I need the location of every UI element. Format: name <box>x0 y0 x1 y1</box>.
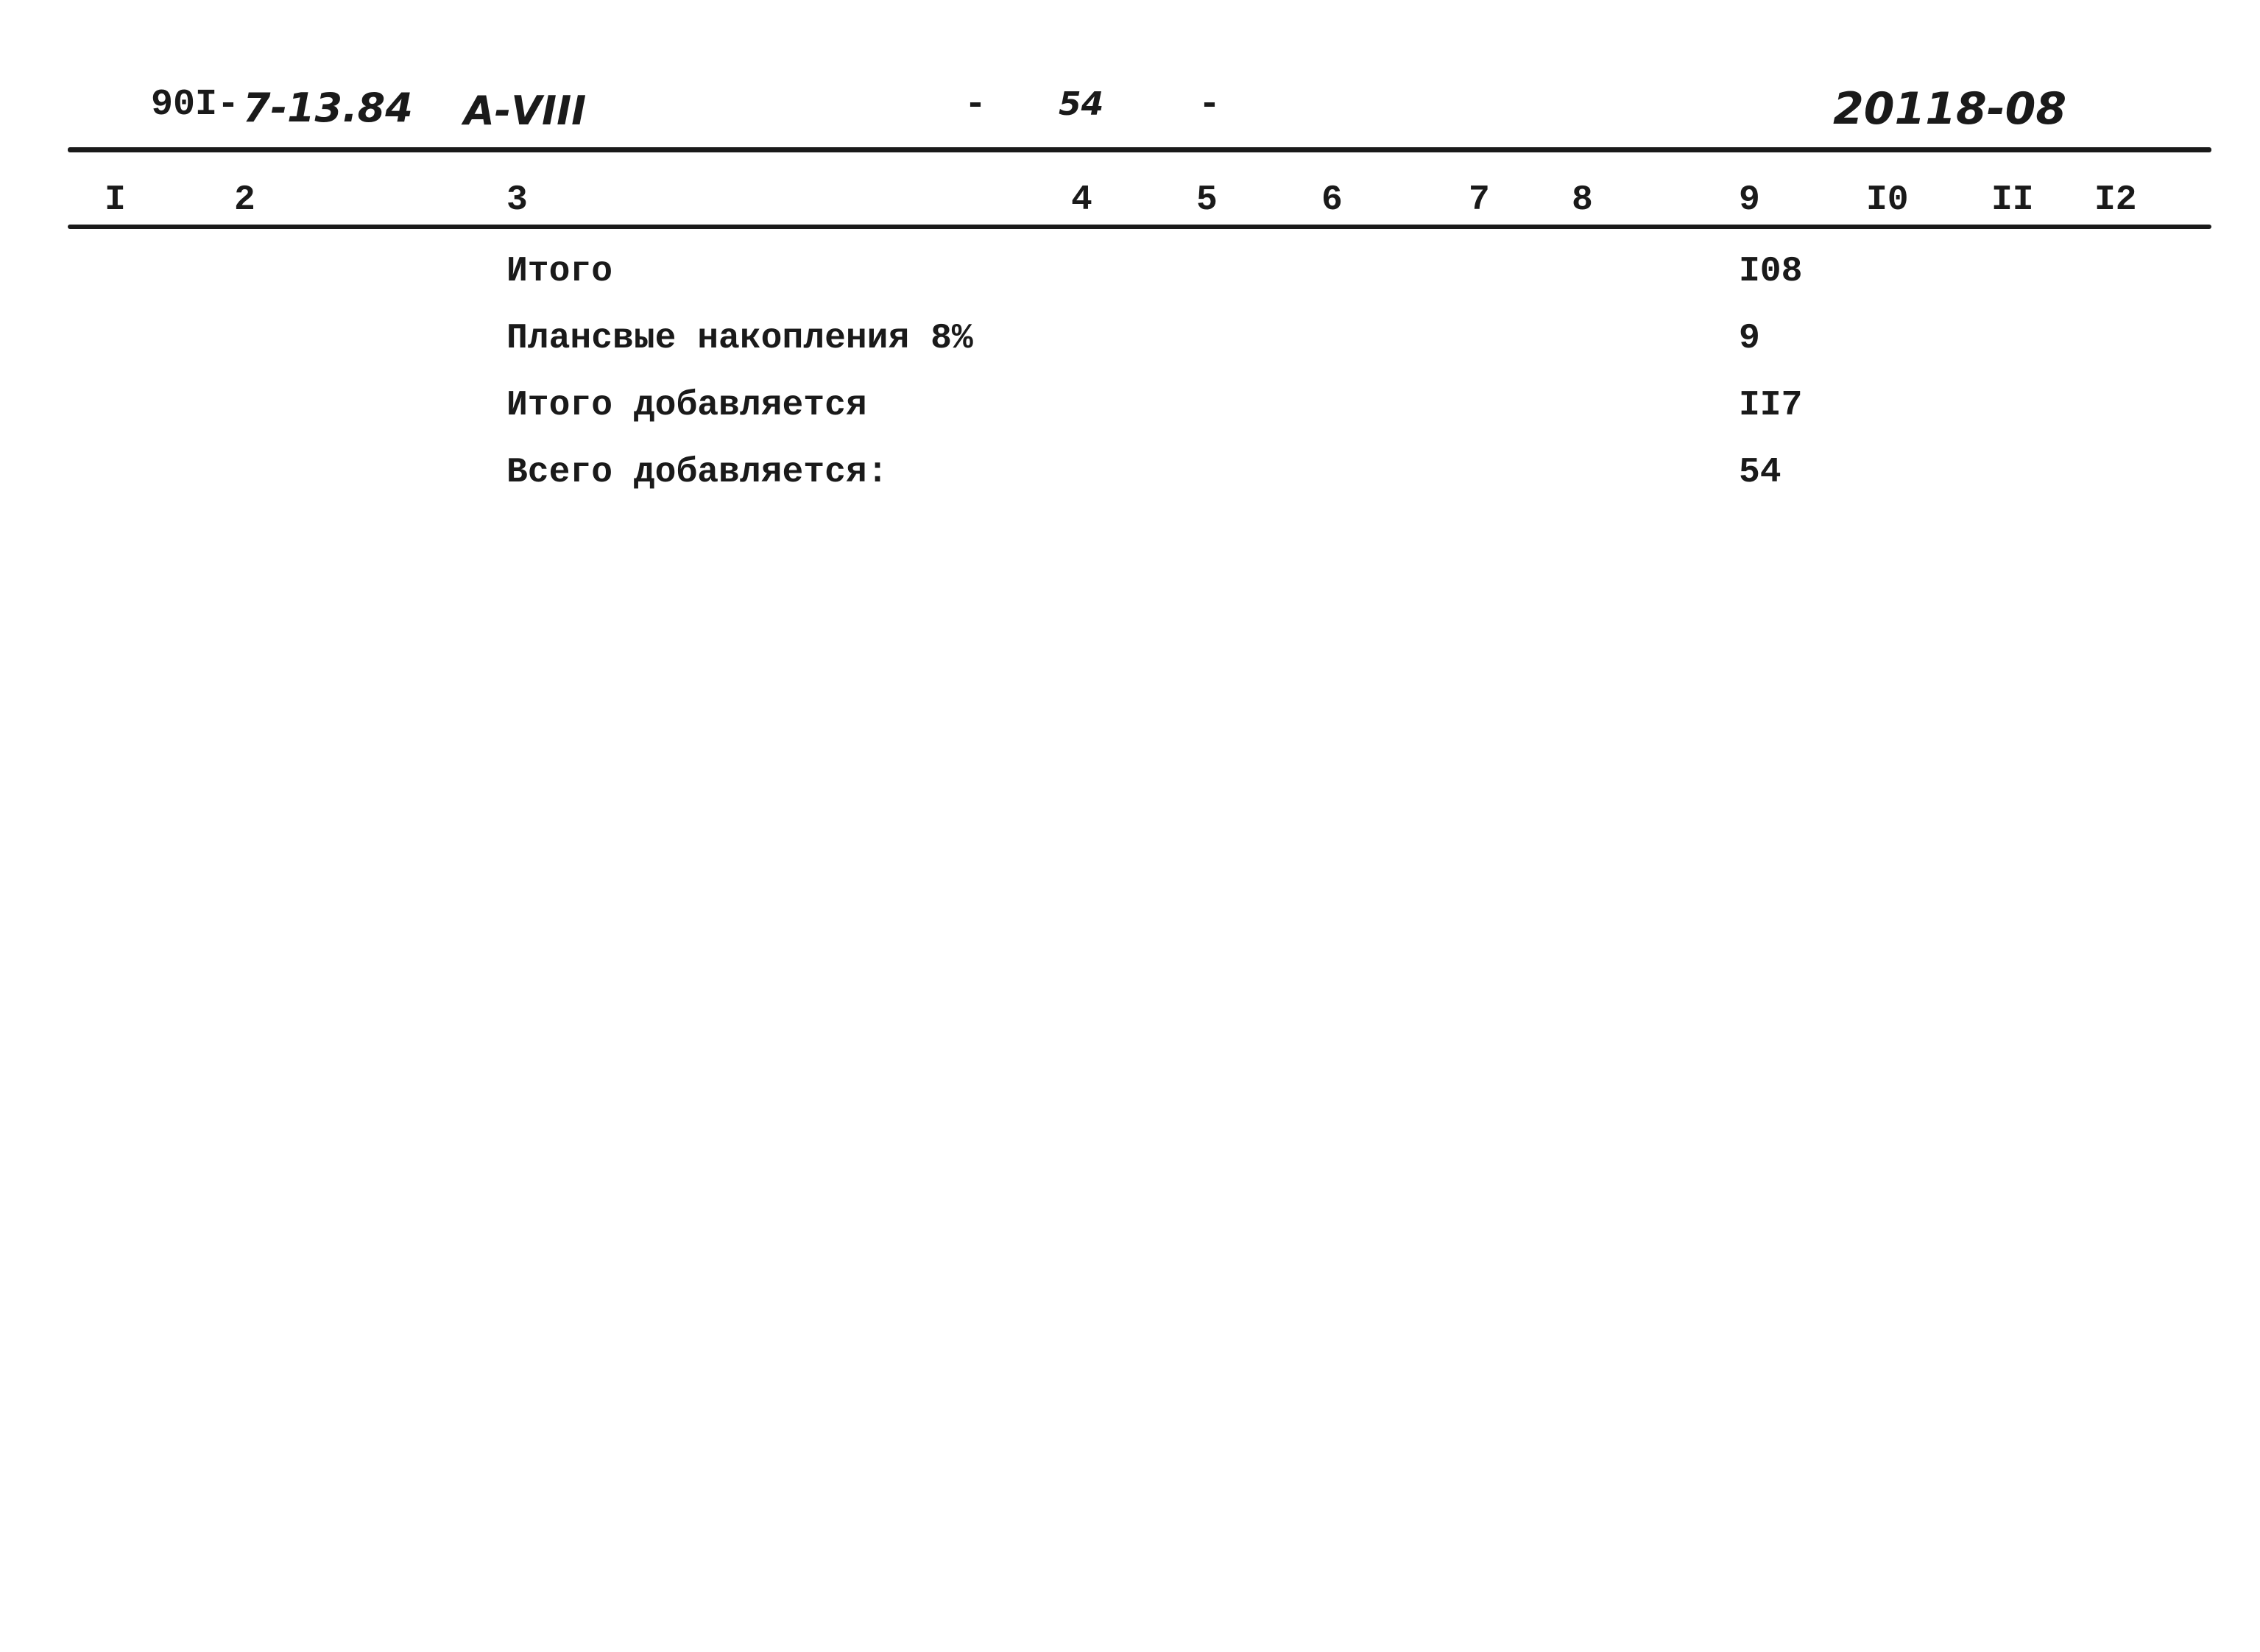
document-album: А-VIII <box>464 88 587 134</box>
column-number: I <box>105 180 126 220</box>
column-number: 9 <box>1739 180 1760 220</box>
row-value: 9 <box>1739 319 1760 359</box>
document-code: 20118-08 <box>1833 83 2067 135</box>
column-header-rule <box>68 225 2211 229</box>
document-number: 7-13.84 <box>243 85 413 131</box>
row-value: II7 <box>1739 386 1803 426</box>
column-number: 2 <box>234 180 255 220</box>
row-value: I08 <box>1739 252 1803 292</box>
column-number: 6 <box>1321 180 1343 220</box>
header-rule <box>68 147 2211 152</box>
row-label: Итого добавляется <box>506 386 867 426</box>
column-number: I0 <box>1866 180 1909 220</box>
column-number: I2 <box>2094 180 2137 220</box>
column-number: 5 <box>1196 180 1218 220</box>
page-number: 54 <box>1059 85 1104 123</box>
row-label: Всего добавляется: <box>506 453 889 493</box>
row-value: 54 <box>1739 453 1781 493</box>
column-number: II <box>1991 180 2034 220</box>
page-dash-left: - <box>964 84 987 126</box>
column-number: 3 <box>506 180 528 220</box>
document-series: 90I- <box>151 84 240 126</box>
page-dash-right: - <box>1198 84 1221 126</box>
row-label: Плансвые накопления 8% <box>506 319 973 359</box>
column-number: 4 <box>1071 180 1092 220</box>
column-number: 7 <box>1469 180 1490 220</box>
column-number: 8 <box>1572 180 1593 220</box>
row-label: Итого <box>506 252 613 292</box>
